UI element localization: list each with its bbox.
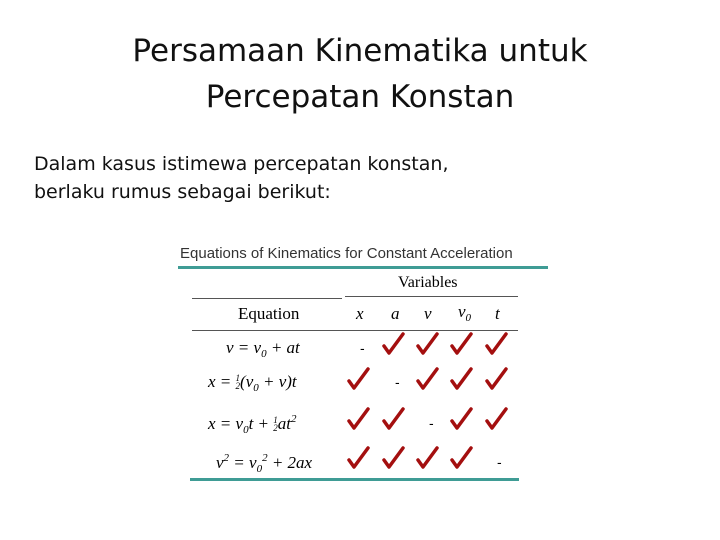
table-bottom-rule [190, 478, 519, 481]
table-title: Equations of Kinematics for Constant Acceleration [180, 245, 513, 262]
equation-3: $x = v_0t$ + 1 2 $at^2$ [208, 413, 297, 436]
var-header-v: v [424, 304, 432, 323]
equation-4: $v^2 = v_0^2 + 2ax$ [216, 452, 313, 475]
check-icon [384, 409, 403, 428]
check-icon [487, 369, 506, 388]
slide-title-line-1: Persamaan Kinematika untuk [132, 33, 588, 69]
missing-marker-1: - [360, 340, 365, 356]
missing-marker-4: - [497, 454, 502, 470]
check-icon [452, 448, 471, 467]
check-icon [384, 334, 403, 353]
check-icon [487, 334, 506, 353]
check-icon [418, 334, 437, 353]
fraction-half: 1 2 [273, 415, 278, 433]
missing-marker-3: - [429, 415, 434, 431]
variables-label: Variables [398, 274, 458, 291]
equation-2: x = 1 2 $(v_0 + v)t$ [208, 372, 297, 394]
check-icon [349, 409, 368, 428]
var-header-x: x [356, 304, 364, 323]
check-icon [349, 369, 368, 388]
check-icon [452, 409, 471, 428]
var-header-a: a [391, 304, 400, 323]
check-icon [452, 369, 471, 388]
check-icon [418, 369, 437, 388]
slide-title-line-2: Percepatan Konstan [205, 79, 515, 115]
equation-1: $v = v_0$ + at [226, 338, 300, 360]
check-icon [487, 409, 506, 428]
var-header-v0-text: $v_0$ [458, 302, 472, 324]
equation-header: Equation [238, 304, 300, 323]
fraction-half: 1 2 [235, 373, 241, 391]
check-icon [418, 448, 437, 467]
body-line-2: berlaku rumus sebagai berikut: [34, 181, 331, 203]
body-line-1: Dalam kasus istimewa percepatan konstan, [34, 153, 449, 175]
check-icon [452, 334, 471, 353]
check-icon [384, 448, 403, 467]
var-header-t: t [495, 304, 500, 323]
missing-marker-2: - [395, 374, 400, 390]
check-icon [349, 448, 368, 467]
